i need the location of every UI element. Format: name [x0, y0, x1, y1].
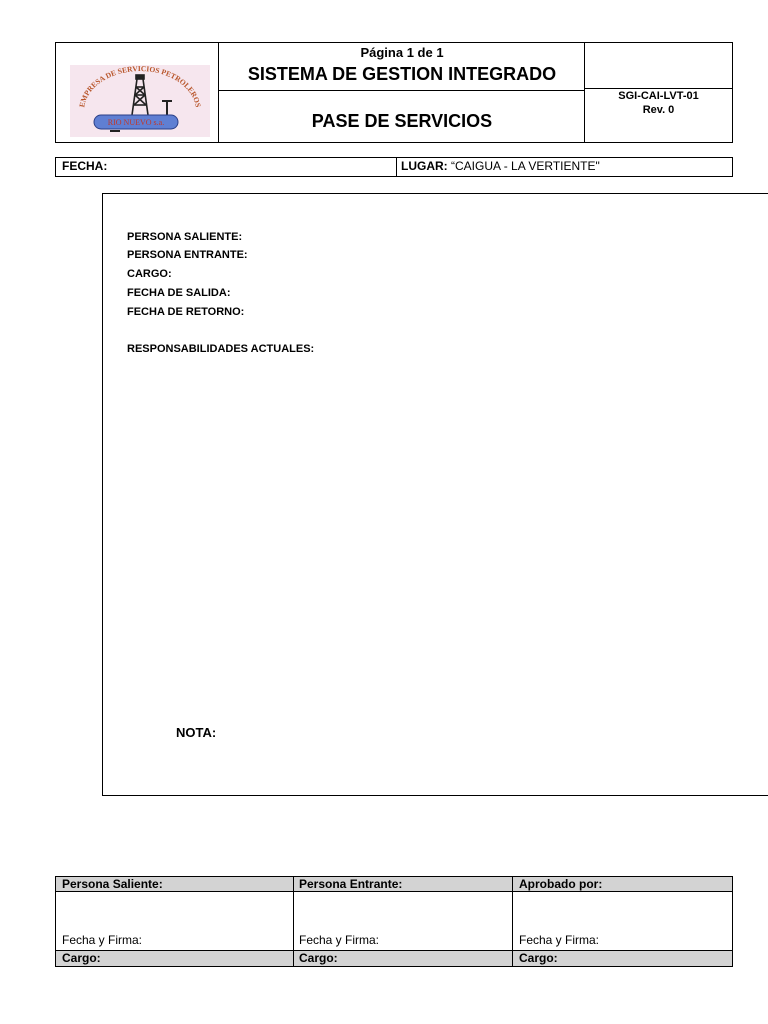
fecha-label: FECHA: — [62, 159, 108, 173]
svg-text:EMPRESA DE SERVICIOS PETROLERO: EMPRESA DE SERVICIOS PETROLEROS — [77, 65, 203, 109]
signature-header-aprobado: Aprobado por: — [519, 877, 603, 891]
persona-saliente-label: PERSONA SALIENTE: — [127, 231, 243, 243]
document-header — [55, 42, 733, 143]
signature-table — [55, 876, 733, 967]
page-number: Página 1 de 1 — [360, 45, 444, 60]
signature-footer-row — [56, 950, 732, 966]
fecha-firma-saliente: Fecha y Firma: — [62, 933, 143, 947]
fecha-firma-entrante: Fecha y Firma: — [299, 933, 380, 947]
fecha-retorno-label: FECHA DE RETORNO: — [127, 306, 245, 318]
cargo-aprobado: Cargo: — [519, 951, 558, 965]
document-code: SGI-CAI-LVT-01 — [618, 90, 699, 102]
document-revision: Rev. 0 — [642, 104, 675, 116]
column-divider — [512, 877, 513, 966]
lugar-label: LUGAR: — [401, 159, 448, 173]
fecha-lugar-row — [55, 157, 733, 177]
signature-header-saliente: Persona Saliente: — [62, 877, 163, 891]
system-title: SISTEMA DE GESTION INTEGRADO — [247, 64, 557, 84]
document-title: PASE DE SERVICIOS — [311, 111, 493, 131]
column-divider — [293, 877, 294, 966]
nota-label: NOTA: — [176, 725, 217, 740]
persona-entrante-label: PERSONA ENTRANTE: — [127, 249, 248, 261]
fecha-firma-aprobado: Fecha y Firma: — [519, 933, 600, 947]
responsabilidades-label: RESPONSABILIDADES ACTUALES: — [127, 343, 315, 355]
code-empty-cell — [585, 43, 732, 89]
cargo-entrante: Cargo: — [299, 951, 338, 965]
fecha-salida-label: FECHA DE SALIDA: — [127, 287, 231, 299]
signature-header-entrante: Persona Entrante: — [299, 877, 403, 891]
main-form-box — [102, 193, 768, 796]
logo-cell — [56, 43, 219, 142]
title-cell — [219, 43, 585, 142]
cargo-saliente: Cargo: — [62, 951, 101, 965]
lugar-value: “CAIGUA - LA VERTIENTE" — [451, 159, 600, 173]
title-top-cell — [219, 43, 585, 91]
code-cell — [585, 43, 732, 142]
lugar-field — [401, 159, 600, 173]
svg-text:RIO NUEVO s.a.: RIO NUEVO s.a. — [107, 118, 165, 127]
company-logo — [70, 65, 210, 137]
row-divider — [396, 158, 397, 176]
cargo-label: CARGO: — [127, 268, 172, 280]
